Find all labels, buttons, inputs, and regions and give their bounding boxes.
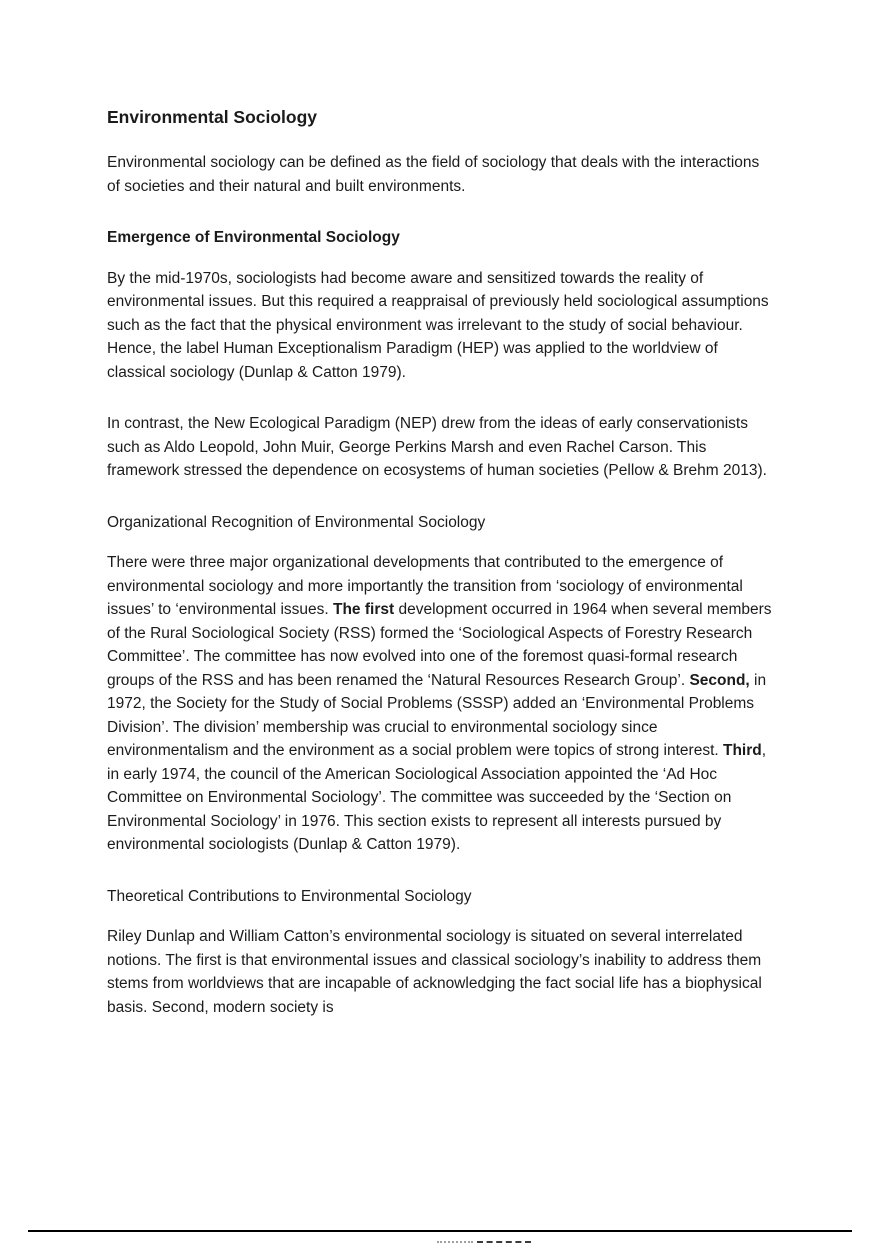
heading-theoretical-contributions: Theoretical Contributions to Environmental Sociology (107, 887, 472, 905)
document-content (107, 105, 772, 1047)
intro-paragraph: Environmental sociology can be defined as the field of sociology that deals with the interactions of societies and their natural and built environments. (107, 154, 760, 195)
footer-divider-line (28, 1230, 852, 1232)
heading-organizational-recognition: Organizational Recognition of Environmental Sociology (107, 513, 486, 531)
organizational-paragraph: There were three major organizational developments that contributed to the emergence of environmental sociology and more importantly the transition from ‘sociology of environmental issues’ to ‘environmental issues. The first development occurred in 1964 when several members of the Rural Sociological Society (RSS) formed the ‘Sociological Aspects of Forestry Research Committee’. The committee has now evolved into one of the foremost quasi-formal research groups of the RSS and has been renamed the ‘Natural Resources Research Group’. Second, in 1972, the Society for the Study of Social Problems (SSSP) added an ‘Environmental Problems Division’. The division’ membership was crucial to environmental sociology since environmentalism and the environment as a social problem were topics of strong interest. Third, in early 1974, the council of the American Sociological Association appointed the ‘Ad Hoc Committee on Environmental Sociology’. The committee was succeeded by the ‘Section on Environmental Sociology’ in 1976. This section exists to represent all interests pursued by environmental sociologists (Dunlap & Catton 1979). (107, 554, 772, 853)
theoretical-paragraph-1: Riley Dunlap and William Catton’s environmental sociology is situated on several interrelated notions. The first is that environmental issues and classical sociology’s inability to address them stems from worldviews that are incapable of acknowledging the fact social life has a biophysical basis. Second, modern society is (107, 928, 762, 1016)
heading-emergence: Emergence of Environmental Sociology (107, 229, 400, 246)
document-title: Environmental Sociology (107, 107, 318, 127)
footer-dotted-mark (437, 1241, 473, 1243)
footer-dashed-mark (477, 1241, 531, 1243)
emergence-paragraph-2: In contrast, the New Ecological Paradigm (NEP) drew from the ideas of early conservationists such as Aldo Leopold, John Muir, George Perkins Marsh and even Rachel Carson. This framework stressed the dependence on ecosystems of human societies (Pellow & Brehm 2013). (107, 415, 767, 479)
emergence-paragraph-1: By the mid-1970s, sociologists had become aware and sensitized towards the reality of environmental issues. But this required a reappraisal of previously held sociological assumptions such as the fact that the physical environment was irrelevant to the study of social behaviour. Hence, the label Human Exceptionalism Paradigm (HEP) was applied to the worldview of classical sociology (Dunlap & Catton 1979). (107, 269, 769, 381)
